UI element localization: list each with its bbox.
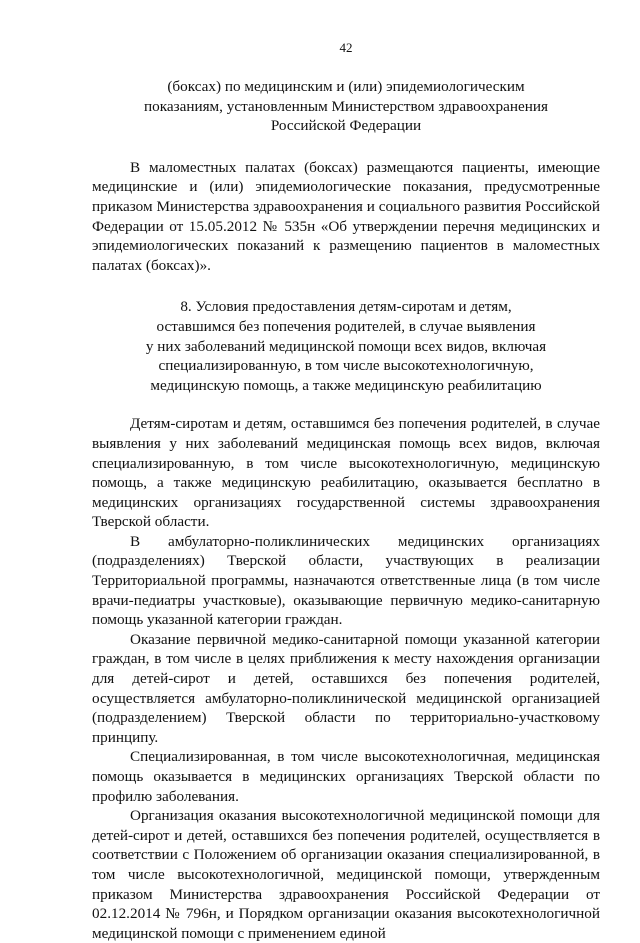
continued-heading-line: показаниям, установленным Министерством здравоохранения: [143, 97, 549, 115]
body-paragraph: Детям-сиротам и детям, оставшимся без попечения родителей, в случае выявления у них заболеваний медицинская помощь всех видов, включая специализированную, в том числе высокотехнологичную, медицинскую помощь, а также медицинскую реабилитацию, оказывается бесплатно в медицинских организациях государственной системы здравоохранения Тверской области.: [92, 415, 600, 531]
intro-paragraph: В маломестных палатах (боксах) размещаются пациенты, имеющие медицинские и (или) эпидемиологические показания, предусмотренные приказом Министерства здравоохранения и социального развития Российской Федерации от 15.05.2012 № 535н «Об утверждении перечня медицинских и эпидемиологических показаний к размещению пациентов в маломестных палатах (боксах)».: [92, 158, 600, 274]
section-heading: [92, 297, 600, 395]
document-page: [92, 40, 600, 943]
body-paragraph: Оказание первичной медико-санитарной помощи указанной категории граждан, в том числе в целях приближения к месту нахождения организации для детей-сирот и детей, оставшихся без попечения родителей, осуществляется амбулаторно-поликлинической медицинской организацией (подразделением) Тверской области по территориально-участковому принципу.: [92, 630, 600, 746]
section-heading-line: у них заболеваний медицинской помощи всех видов, включая: [145, 337, 547, 355]
continued-heading: [92, 77, 600, 136]
continued-heading-line: Российской Федерации: [270, 117, 422, 135]
section-heading-line: специализированную, в том числе высокотехнологичную,: [158, 357, 534, 375]
section-heading-line: 8. Условия предоставления детям-сиротам и детям,: [180, 298, 512, 316]
section-heading-line: оставшимся без попечения родителей, в случае выявления: [156, 317, 536, 335]
page-number: 42: [339, 40, 353, 55]
body-paragraph: Организация оказания высокотехнологичной медицинской помощи для детей-сирот и детей, оставшихся без попечения родителей, осуществляется в соответствии с Положением об организации оказания специализированной, в том числе высокотехнологичной, медицинской помощи, утвержденным приказом Министерства здравоохранения Российской Федерации от 02.12.2014 № 796н, и Порядком организации оказания высокотехнологичной медицинской помощи с применением единой: [92, 807, 600, 942]
body-paragraph: В амбулаторно-поликлинических медицинских организациях (подразделениях) Тверской области, участвующих в реализации Территориальной программы, назначаются ответственные лица (в том числе врачи-педиатры участковые), оказывающие первичную медико-санитарную помощь указанной категории граждан.: [92, 532, 600, 629]
section-heading-line: медицинскую помощь, а также медицинскую реабилитацию: [150, 376, 542, 394]
continued-heading-line: (боксах) по медицинским и (или) эпидемиологическим: [167, 78, 525, 95]
body-paragraph: Специализированная, в том числе высокотехнологичная, медицинская помощь оказывается в медицинских организациях Тверской области по профилю заболевания.: [92, 748, 600, 805]
